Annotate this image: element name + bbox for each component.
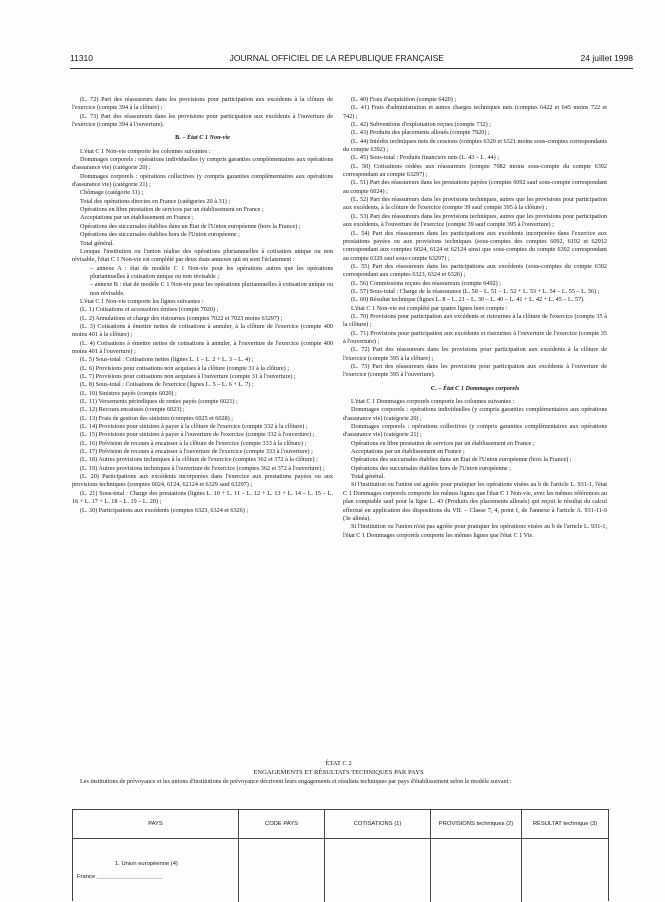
paragraph: (L. 72) Part des réassureurs dans les provisions pour participation aux excédents à la clôture de l'exercice (compte 395 à la clôture) ; [343,346,607,362]
page-number: 11310 [70,53,94,63]
journal-title: JOURNAL OFFICIEL DE LA RÉPUBLIQUE FRANÇAISE [229,53,444,63]
paragraph: (L. 73) Part des réassureurs dans les provisions pour participation aux excédents à l'ouverture de l'exercice (compte 394 à l'ouverture). [72,112,333,129]
header-cotisations: COTISATIONS (1) [325,810,431,838]
paragraph: (L. 55) Part des réassureurs dans les participations aux excédents (sous-comptes du compte 6392 correspondant aux comptes 6323, 6324 et 6326) ; [343,262,607,279]
paragraph: (L. 70) Provisions pour participation aux excédents et ristournes à la clôture de l'exercice (compte 35 à la clôture) ; [343,312,607,329]
header-resultat: RÉSULTAT technique (3) [532,820,598,827]
paragraph: L'état C 1 Dommages corporels comporte les colonnes suivantes : [351,398,515,406]
paragraph: Dommages corporels : opérations individuelles (y compris garanties complémentaires aux opérations d'assurance vie) (catégorie 20) ; [72,156,333,172]
paragraph: Lorsque l'institution ou l'union réalise des opérations pluriannuelles à cotisation unique ou non révisable, l'état C 1 Non-vie est complété par deux états annexes qui en sont l'éclatement : [72,247,333,264]
state-c2-title: ÉTAT C 2 [325,760,352,767]
paragraph: (L. 14) Provisions pour sinistres à payer à la clôture de l'exercice (compte 332 à la clôture) ; [80,423,308,431]
header-provisions: PROVISIONS techniques (2) [431,810,522,838]
col-resultat [522,839,608,902]
section-title: État C 1 Dommages corporels [442,384,520,392]
page-header [70,53,633,67]
paragraph: (L. 19) Autres provisions techniques à l'ouverture de l'exercice (comptes 362 et 372 à l'ouverture) ; [80,464,325,472]
header-pays: PAYS [73,810,239,838]
paragraph: (L. 42) Subventions d'exploitation reçues (compte 732) ; [351,121,491,129]
section-title: État C 1 Non-vie [187,134,230,142]
paragraph: Dommages corporels : opérations collectives (y compris garanties complémentaires aux opérations d'assurance vie) (catégorie 21) ; [72,172,333,189]
paragraph: Si l'institution ou l'union est agréée pour pratiquer les opérations visées au b de l'article L. 931-1, l'état C 1 Dommages corporels comporte les mêmes lignes que l'état C 1 Non-vie, avec les mêmes références au plan comptable sauf pour la ligne L. 43 (Produits des placements alloués) qui reçoit le résultat du calcul effectué en application des dispositions du VII. – Classe 7, 4, point f, de l'annexe à l'article A. 931-11-9 (3e alinéa). [343,481,607,522]
paragraph: (L. 12) Recours encaissés (compte 6023) ; [80,406,185,414]
paragraph: (L. 20) Participations aux excédents incorporées dans l'exercice aux prestations payées ou aux provisions techniques (comptes 6024, 6124, 62124 et 6329 sauf 63297) ; [72,473,333,489]
paragraph: Total général. [80,239,114,247]
paragraph: (L. 1) Cotisations et accessoires émises (compte 7020) ; [80,306,219,314]
paragraph: (L. 15) Provisions pour sinistres à payer à l'ouverture de l'exercice (compte 332 à l'ouverture) ; [80,431,315,439]
paragraph: (L. 60) Résultat technique (lignes L. 8 – L. 21 – L. 30 – L. 40 – L. 41 + L. 42 + L. 45 – L. 57). [351,296,585,304]
paragraph: (L. 5) Sous-total : Cotisations nettes (lignes L. 1 – L. 2 + L. 3 – L. 4) ; [80,356,254,364]
paragraph: Opérations des succursales établies hors de l'Union européenne ; [80,231,240,239]
paragraph: Dommages corporels : opérations individuelles (y compris garanties complémentaires aux opérations d'assurance vie) (catégorie 20) ; [343,406,607,422]
paragraph: (L. 52) Part des réassureurs dans les provisions techniques, autres que les provisions pour participation aux excédents, à la clôture de l'exercice (compte 39 sauf compte 395 à la clôture) ; [343,196,607,212]
col-pays [73,839,239,902]
paragraph: (L. 45) Sous-total : Produits financiers nets (L. 43 – L. 44) ; [351,154,499,162]
table-header-row [73,810,608,839]
annex-item: – annexe B : état de modèle C 1 Non-vie pour les opérations pluriannuelles à cotisation unique ou non révisable. [90,281,333,297]
paragraph: Si l'institution ou l'union n'est pas agréée pour pratiquer les opérations visées au b de l'article L. 931-1, l'état C 1 Dommages corporels comporte les mêmes lignes que l'état C 1 Vie. [343,523,607,539]
col-code-pays [239,839,325,902]
paragraph: (L. 43) Produits des placements alloués (compte 7920) ; [351,129,490,137]
paragraph: (L. 10) Sinistres payés (compte 6020) ; [80,389,177,397]
paragraph: (L. 16) Prévision de recours à encaisser à la clôture de l'exercice (compte 333 à la clôture) ; [80,439,307,447]
table-row-label: France [77,874,96,880]
paragraph: (L. 40) Frais d'acquisition (compte 6420) ; [351,96,457,103]
paragraph: Opérations des succursales établies dans un État de l'Union européenne (hors la France) ; [80,222,301,230]
paragraph: Opérations des succursales établies hors de l'Union européenne ; [351,464,511,472]
paragraph: (L. 17) Prévision de recours à encaisser à l'ouverture de l'exercice (compte 333 à l'ouverture) ; [80,448,313,456]
paragraph: (L. 71) Provisions pour participation aux excédents et ristournes à l'ouverture de l'exercice (compte 35 à l'ouverture) ; [343,329,607,345]
paragraph: Total des opérations directes en France (catégories 20 à 31) ; [80,197,231,205]
paragraph: (L. 7) Provisions pour cotisations non acquises à l'ouverture (compte 31 à l'ouverture) ; [80,373,296,380]
header-code-pays: CODE PAYS [239,810,325,838]
section-number: B. – [175,134,186,142]
paragraph: Opérations des succursales établies dans un État de l'Union européenne (hors la France) ; [351,456,572,464]
paragraph: (L. 44) Intérêts techniques nets de cessions (comptes 6320 et 6321 moins sous-comptes correspondants du compte 6392) ; [343,137,607,154]
paragraph: Acceptations par un établissement en France ; [80,214,194,222]
section-heading [343,385,607,393]
col-provisions [431,839,522,902]
paragraph: (L. 8) Sous-total : Cotisations de l'exercice (lignes L. 5 – L. 6 + L. 7) ; [80,381,254,389]
state-c2-section [70,759,607,786]
header-rule [70,68,633,69]
left-column [72,96,333,515]
paragraph: (L. 51) Part des réassureurs dans les prestations payées (comptes 6092 sauf sous-compte correspondant au compte 6024) ; [343,179,607,195]
state-c2-subtitle: ENGAGEMENTS ET RÉSULTATS TECHNIQUES PAR PAYS [253,769,424,776]
paragraph: Opérations en libre prestation de services par un établissement en France ; [80,206,264,214]
country-table [72,809,609,901]
paragraph: L'état C 1 Non-vie est complété par quatre lignes hors compte : [351,304,508,312]
paragraph: (L. 11) Versements périodiques de rentes payés (compte 6021) ; [80,398,238,406]
paragraph: (L. 57) Sous-total : Charge de la réassurance (L. 50 – L. 51 – L. 52 + L. 53 + L. 54 – L. 55 – L. 56) ; [351,287,600,295]
paragraph: L'état C 1 Non-vie comporte les colonnes suivantes : [80,147,211,155]
paragraph: (L. 73) Part des réassureurs dans les provisions pour participation aux excédents à l'ouverture de l'exercice (compte 395 à l'ouverture). [343,363,607,379]
paragraph: Acceptations par un établissement en France ; [351,448,465,456]
paragraph: (L. 53) Part des réassureurs dans les provisions techniques, autres que les provisions pour participation aux excédents, à l'ouverture de l'exercice (compte 39 sauf compte 395 à l'ouverture) ; [343,212,607,229]
publication-date: 24 juillet 1998 [580,53,633,63]
paragraph: (L. 30) Participations aux excédents (comptes 6323, 6324 et 6326) ; [80,506,249,514]
paragraph: (L. 18) Autres provisions techniques à la clôture de l'exercice (comptes 362 et 372 à la clôture) ; [80,456,318,464]
paragraph: Chômage (catégorie 31) ; [80,189,144,197]
section-number: C. – [430,384,442,392]
right-column [343,96,607,540]
paragraph: (L. 13) Frais de gestion des sinistres (comptes 6025 et 6028) ; [80,414,233,422]
paragraph: Dommages corporels : opérations collectives (y compris garanties complémentaires aux opérations d'assurance vie) (catégorie 21) ; [343,423,607,439]
annex-item: – annexe A : état de modèle C 1 Non-vie pour les opérations autres que les opérations pluriannuelles à cotisation unique ou non révisable ; [90,264,333,280]
paragraph: (L. 54) Part des réassureurs dans les participations aux excédents incorporées dans l'exercice aux prestations payées ou aux provisions techniques (sous-comptes des comptes 6092, 6192 et 62912 correspondant aux comptes 6024, 6124 et 62124 ainsi que sous-comptes du compte 6392 correspondant au compte 6329 sauf sous-compte 63297) ; [343,229,607,262]
paragraph: L'état C 1 Non-vie comporte les lignes suivantes : [80,297,204,305]
paragraph: (L. 50) Cotisations cédées aux réassureurs (compte 7082 moins sous-compte du compte 6392 correspondant au compte 63297) ; [343,162,607,179]
paragraph: Opérations en libre prestation de services par un établissement en France ; [351,439,535,447]
table-row: 1. Union européenne (4) [115,861,178,867]
col-cotisations [325,839,431,902]
paragraph: (L. 41) Frais d'administration et autres charges techniques nets (comptes 6422 et 645 moins 722 et 742) ; [343,104,607,120]
paragraph: (L. 72) Part des réassureurs dans les provisions pour participation aux excédents à la clôture de l'exercice (compte 394 à la clôture) ; [72,96,333,112]
paragraph: (L. 6) Provisions pour cotisations non acquises à la clôture (compte 31 à la clôture) ; [80,364,289,372]
paragraph: Total général. [351,473,385,481]
table-row: France ________________________ [77,874,163,880]
section-heading [72,134,333,142]
paragraph: (L. 3) Cotisations à émettre nettes de cotisations à annuler, à la clôture de l'exercice (compte 400 moins 401 à la clôture) ; [72,322,333,339]
table-body [73,839,608,902]
paragraph: (L. 4) Cotisations à émettre nettes de cotisations à annuler, à l'ouverture de l'exercice (compte 400 moins 401 à l'ouverture) ; [72,339,333,355]
state-c2-intro: Les institutions de prévoyance et les unions d'institutions de prévoyance décrivent leurs engagements et résultats techniques par pays d'établissement selon le modèle suivant : [80,778,512,785]
paragraph: (L. 2) Annulations et charge des ristournes (comptes 7022 et 7023 moins 63297) ; [80,314,283,322]
paragraph: (L. 56) Commissions reçues des réassureurs (compte 6492) ; [351,279,502,287]
paragraph: (L. 21) Sous-total : Charge des prestations (lignes L. 10 + L. 11 – L. 12 + L. 13 + L. 14 – L. 15 – L. 16 + L. 17 + L. 18 – L. 19 – L. 20) ; [72,489,333,506]
